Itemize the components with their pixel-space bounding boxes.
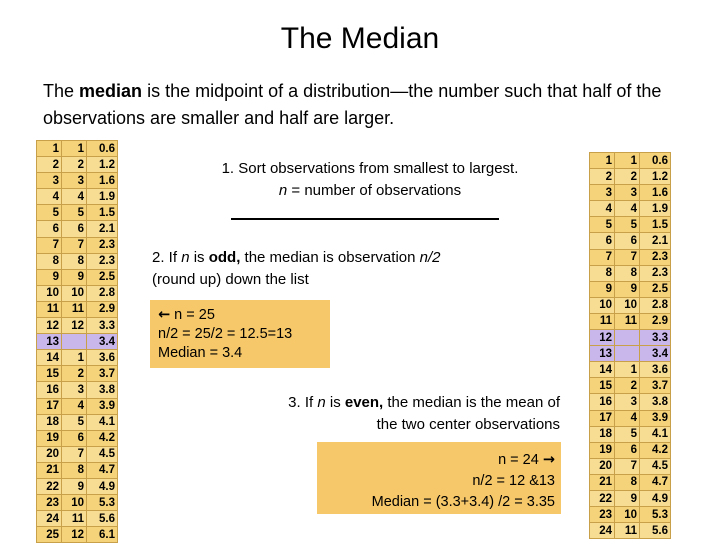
value-cell: 4.5 — [87, 446, 118, 462]
rank-cell: 18 — [37, 414, 62, 430]
value-cell: 3.3 — [87, 318, 118, 334]
step-3-post: the median is the mean of the two center observations — [376, 394, 560, 433]
step-3-mid: is — [325, 394, 345, 411]
table-row — [590, 410, 671, 426]
table-row — [590, 265, 671, 281]
rank-cell: 8 — [37, 253, 62, 269]
table-row — [590, 281, 671, 297]
half-index-cell: 4 — [615, 410, 640, 426]
table-row — [37, 398, 118, 414]
rank-cell: 4 — [37, 189, 62, 205]
half-index-cell: 6 — [615, 233, 640, 249]
intro-bold-term: median — [79, 81, 143, 101]
table-row — [37, 269, 118, 285]
table-row — [37, 430, 118, 446]
odd-example-n: n = 25 — [170, 307, 215, 323]
value-cell: 2.3 — [640, 249, 671, 265]
rank-cell: 19 — [590, 442, 615, 458]
value-cell: 4.1 — [640, 426, 671, 442]
value-cell: 2.8 — [87, 285, 118, 301]
rank-cell: 6 — [590, 233, 615, 249]
step-2-pre: 2. If — [152, 249, 182, 266]
table-row — [590, 330, 671, 346]
table-row — [37, 462, 118, 478]
table-row — [37, 301, 118, 317]
step-2-mid: is — [189, 249, 209, 266]
half-index-cell: 11 — [62, 301, 87, 317]
rank-cell: 11 — [37, 301, 62, 317]
half-index-cell: 3 — [615, 394, 640, 410]
half-index-cell: 9 — [62, 478, 87, 494]
table-row — [590, 426, 671, 442]
value-cell: 2.5 — [640, 281, 671, 297]
half-index-cell: 7 — [615, 249, 640, 265]
even-example-line3: Median = (3.3+3.4) /2 = 3.35 — [371, 494, 555, 510]
even-example-line2: n/2 = 12 &13 — [472, 473, 555, 489]
value-cell: 4.5 — [640, 458, 671, 474]
table-row — [590, 153, 671, 169]
half-index-cell: 6 — [62, 221, 87, 237]
half-index-cell: 12 — [62, 318, 87, 334]
intro-post: is the midpoint of a distribution—the number such that half of the observations are smaller and half are larger. — [43, 81, 662, 128]
half-index-cell: 7 — [615, 458, 640, 474]
table-row — [37, 237, 118, 253]
value-cell: 4.9 — [87, 478, 118, 494]
value-cell: 1.5 — [640, 217, 671, 233]
value-cell: 5.3 — [87, 495, 118, 511]
half-index-cell: 11 — [615, 313, 640, 329]
half-index-cell: 3 — [62, 173, 87, 189]
table-row — [590, 394, 671, 410]
rank-cell: 2 — [37, 157, 62, 173]
value-cell: 3.8 — [640, 394, 671, 410]
half-index-cell: 8 — [615, 265, 640, 281]
rank-cell: 1 — [590, 153, 615, 169]
rank-cell: 17 — [590, 410, 615, 426]
half-index-cell: 4 — [62, 189, 87, 205]
value-cell: 2.9 — [87, 301, 118, 317]
step-2-text — [152, 247, 482, 291]
half-index-cell: 5 — [615, 426, 640, 442]
rank-cell: 22 — [37, 478, 62, 494]
table-row — [37, 189, 118, 205]
half-index-cell: 1 — [62, 141, 87, 157]
step-3-pre: 3. If — [288, 394, 318, 411]
table-row — [590, 523, 671, 539]
rank-cell: 12 — [590, 330, 615, 346]
value-cell: 2.5 — [87, 269, 118, 285]
value-cell: 5.3 — [640, 507, 671, 523]
value-cell: 3.7 — [87, 366, 118, 382]
even-example-n: n = 24 — [498, 452, 543, 468]
half-index-cell: 8 — [615, 474, 640, 490]
odd-example-line3: Median = 3.4 — [158, 345, 243, 361]
value-cell: 3.6 — [87, 350, 118, 366]
table-row — [590, 458, 671, 474]
value-cell: 2.3 — [640, 265, 671, 281]
rank-cell: 24 — [37, 511, 62, 527]
half-index-cell: 3 — [62, 382, 87, 398]
rank-cell: 9 — [37, 269, 62, 285]
step-1-line2-rest: = number of observations — [287, 182, 462, 199]
observations-table-odd — [36, 140, 118, 543]
table-row — [590, 442, 671, 458]
value-cell: 6.1 — [87, 527, 118, 543]
table-row — [590, 346, 671, 362]
rank-cell: 3 — [37, 173, 62, 189]
value-cell: 1.2 — [640, 169, 671, 185]
half-index-cell: 6 — [62, 430, 87, 446]
rank-cell: 13 — [590, 346, 615, 362]
half-index-cell: 5 — [62, 414, 87, 430]
value-cell: 0.6 — [87, 141, 118, 157]
value-cell: 4.2 — [640, 442, 671, 458]
value-cell: 2.3 — [87, 237, 118, 253]
median-definition — [43, 78, 663, 132]
half-index-cell: 2 — [62, 157, 87, 173]
rank-cell: 2 — [590, 169, 615, 185]
value-cell: 0.6 — [640, 153, 671, 169]
half-index-cell: 7 — [62, 446, 87, 462]
value-cell: 4.9 — [640, 490, 671, 506]
rank-cell: 15 — [590, 378, 615, 394]
rank-cell: 13 — [37, 334, 62, 350]
value-cell: 3.3 — [640, 330, 671, 346]
rank-cell: 15 — [37, 366, 62, 382]
value-cell: 4.1 — [87, 414, 118, 430]
intro-pre: The — [43, 81, 80, 101]
value-cell: 3.7 — [640, 378, 671, 394]
half-index-cell: 8 — [62, 462, 87, 478]
table-row — [37, 366, 118, 382]
table-row — [590, 169, 671, 185]
half-index-cell: 9 — [62, 269, 87, 285]
rank-cell: 21 — [37, 462, 62, 478]
half-index-cell — [615, 330, 640, 346]
value-cell: 3.4 — [640, 346, 671, 362]
rank-cell: 1 — [37, 141, 62, 157]
table-row — [37, 157, 118, 173]
table-row — [590, 490, 671, 506]
table-row — [590, 507, 671, 523]
value-cell: 3.4 — [87, 334, 118, 350]
rank-cell: 10 — [37, 285, 62, 301]
half-index-cell: 4 — [62, 398, 87, 414]
value-cell: 2.9 — [640, 313, 671, 329]
rank-cell: 8 — [590, 265, 615, 281]
even-example-box — [317, 442, 561, 514]
table-row — [37, 205, 118, 221]
table-row — [590, 378, 671, 394]
half-index-cell: 10 — [62, 495, 87, 511]
rank-cell: 10 — [590, 297, 615, 313]
rank-cell: 9 — [590, 281, 615, 297]
half-index-cell: 7 — [62, 237, 87, 253]
half-index-cell: 11 — [62, 511, 87, 527]
value-cell: 1.6 — [87, 173, 118, 189]
divider-line — [231, 218, 499, 220]
odd-example-box — [150, 300, 330, 368]
value-cell: 4.7 — [87, 462, 118, 478]
observations-table-even — [589, 152, 671, 539]
rank-cell: 7 — [37, 237, 62, 253]
page-title: The Median — [280, 22, 440, 55]
rank-cell: 5 — [37, 205, 62, 221]
table-row — [590, 297, 671, 313]
table-row — [37, 511, 118, 527]
table-row — [590, 362, 671, 378]
table-row — [37, 350, 118, 366]
rank-cell: 4 — [590, 201, 615, 217]
table-row — [37, 334, 118, 350]
half-index-cell: 9 — [615, 281, 640, 297]
half-index-cell — [62, 334, 87, 350]
half-index-cell: 10 — [615, 507, 640, 523]
rank-cell: 16 — [590, 394, 615, 410]
value-cell: 2.3 — [87, 253, 118, 269]
step-1-line2 — [190, 180, 550, 202]
rank-cell: 19 — [37, 430, 62, 446]
half-index-cell: 12 — [62, 527, 87, 543]
half-index-cell: 8 — [62, 253, 87, 269]
half-index-cell — [615, 346, 640, 362]
rank-cell: 23 — [37, 495, 62, 511]
table-row — [37, 253, 118, 269]
rank-cell: 21 — [590, 474, 615, 490]
table-row — [37, 382, 118, 398]
value-cell: 1.9 — [640, 201, 671, 217]
table-row — [37, 478, 118, 494]
rank-cell: 17 — [37, 398, 62, 414]
half-index-cell: 5 — [62, 205, 87, 221]
value-cell: 1.2 — [87, 157, 118, 173]
rank-cell: 20 — [37, 446, 62, 462]
left-arrow-icon: ← — [158, 307, 171, 323]
value-cell: 2.1 — [87, 221, 118, 237]
odd-example-line2: n/2 = 25/2 = 12.5=13 — [158, 326, 293, 342]
step-3-text — [270, 392, 560, 436]
half-index-cell: 6 — [615, 442, 640, 458]
step-1-line1: 1. Sort observations from smallest to largest. — [221, 160, 519, 177]
step-2-bold: odd, — [208, 249, 241, 266]
rank-cell: 7 — [590, 249, 615, 265]
rank-cell: 24 — [590, 523, 615, 539]
table-row — [590, 217, 671, 233]
right-arrow-icon: → — [542, 452, 555, 468]
table-row — [590, 185, 671, 201]
value-cell: 1.5 — [87, 205, 118, 221]
table-row — [37, 527, 118, 543]
rank-cell: 25 — [37, 527, 62, 543]
half-index-cell: 1 — [615, 362, 640, 378]
value-cell: 1.6 — [640, 185, 671, 201]
half-index-cell: 2 — [62, 366, 87, 382]
value-cell: 5.6 — [87, 511, 118, 527]
value-cell: 4.2 — [87, 430, 118, 446]
rank-cell: 18 — [590, 426, 615, 442]
half-index-cell: 10 — [615, 297, 640, 313]
rank-cell: 14 — [37, 350, 62, 366]
rank-cell: 11 — [590, 313, 615, 329]
table-row — [590, 233, 671, 249]
rank-cell: 5 — [590, 217, 615, 233]
half-index-cell: 1 — [615, 153, 640, 169]
half-index-cell: 1 — [62, 350, 87, 366]
half-index-cell: 10 — [62, 285, 87, 301]
table-row — [590, 249, 671, 265]
rank-cell: 3 — [590, 185, 615, 201]
step-2-frac: n/2 — [419, 249, 441, 266]
half-index-cell: 2 — [615, 169, 640, 185]
value-cell: 3.6 — [640, 362, 671, 378]
table-row — [37, 141, 118, 157]
rank-cell: 6 — [37, 221, 62, 237]
rank-cell: 23 — [590, 507, 615, 523]
table-row — [590, 474, 671, 490]
step-1-text — [190, 158, 550, 202]
half-index-cell: 2 — [615, 378, 640, 394]
table-row — [590, 313, 671, 329]
half-index-cell: 5 — [615, 217, 640, 233]
value-cell: 3.8 — [87, 382, 118, 398]
table-row — [37, 285, 118, 301]
step-1-n-var: n — [278, 182, 288, 199]
table-row — [37, 495, 118, 511]
even-example-line1 — [317, 450, 555, 471]
half-index-cell: 4 — [615, 201, 640, 217]
table-row — [37, 446, 118, 462]
step-3-n-var: n — [317, 394, 326, 411]
half-index-cell: 3 — [615, 185, 640, 201]
value-cell: 2.8 — [640, 297, 671, 313]
step-2-n-var: n — [181, 249, 190, 266]
rank-cell: 12 — [37, 318, 62, 334]
table-row — [590, 201, 671, 217]
value-cell: 2.1 — [640, 233, 671, 249]
half-index-cell: 11 — [615, 523, 640, 539]
half-index-cell: 9 — [615, 490, 640, 506]
rank-cell: 14 — [590, 362, 615, 378]
table-row — [37, 318, 118, 334]
value-cell: 3.9 — [640, 410, 671, 426]
table-row — [37, 173, 118, 189]
odd-example-line1 — [158, 306, 322, 325]
rank-cell: 16 — [37, 382, 62, 398]
table-row — [37, 414, 118, 430]
rank-cell: 22 — [590, 490, 615, 506]
value-cell: 5.6 — [640, 523, 671, 539]
value-cell: 1.9 — [87, 189, 118, 205]
value-cell: 3.9 — [87, 398, 118, 414]
rank-cell: 20 — [590, 458, 615, 474]
value-cell: 4.7 — [640, 474, 671, 490]
step-3-bold: even, — [344, 394, 384, 411]
step-2-post: the median is observation — [240, 249, 420, 266]
table-row — [37, 221, 118, 237]
step-2-tail: (round up) down the list — [152, 271, 309, 288]
